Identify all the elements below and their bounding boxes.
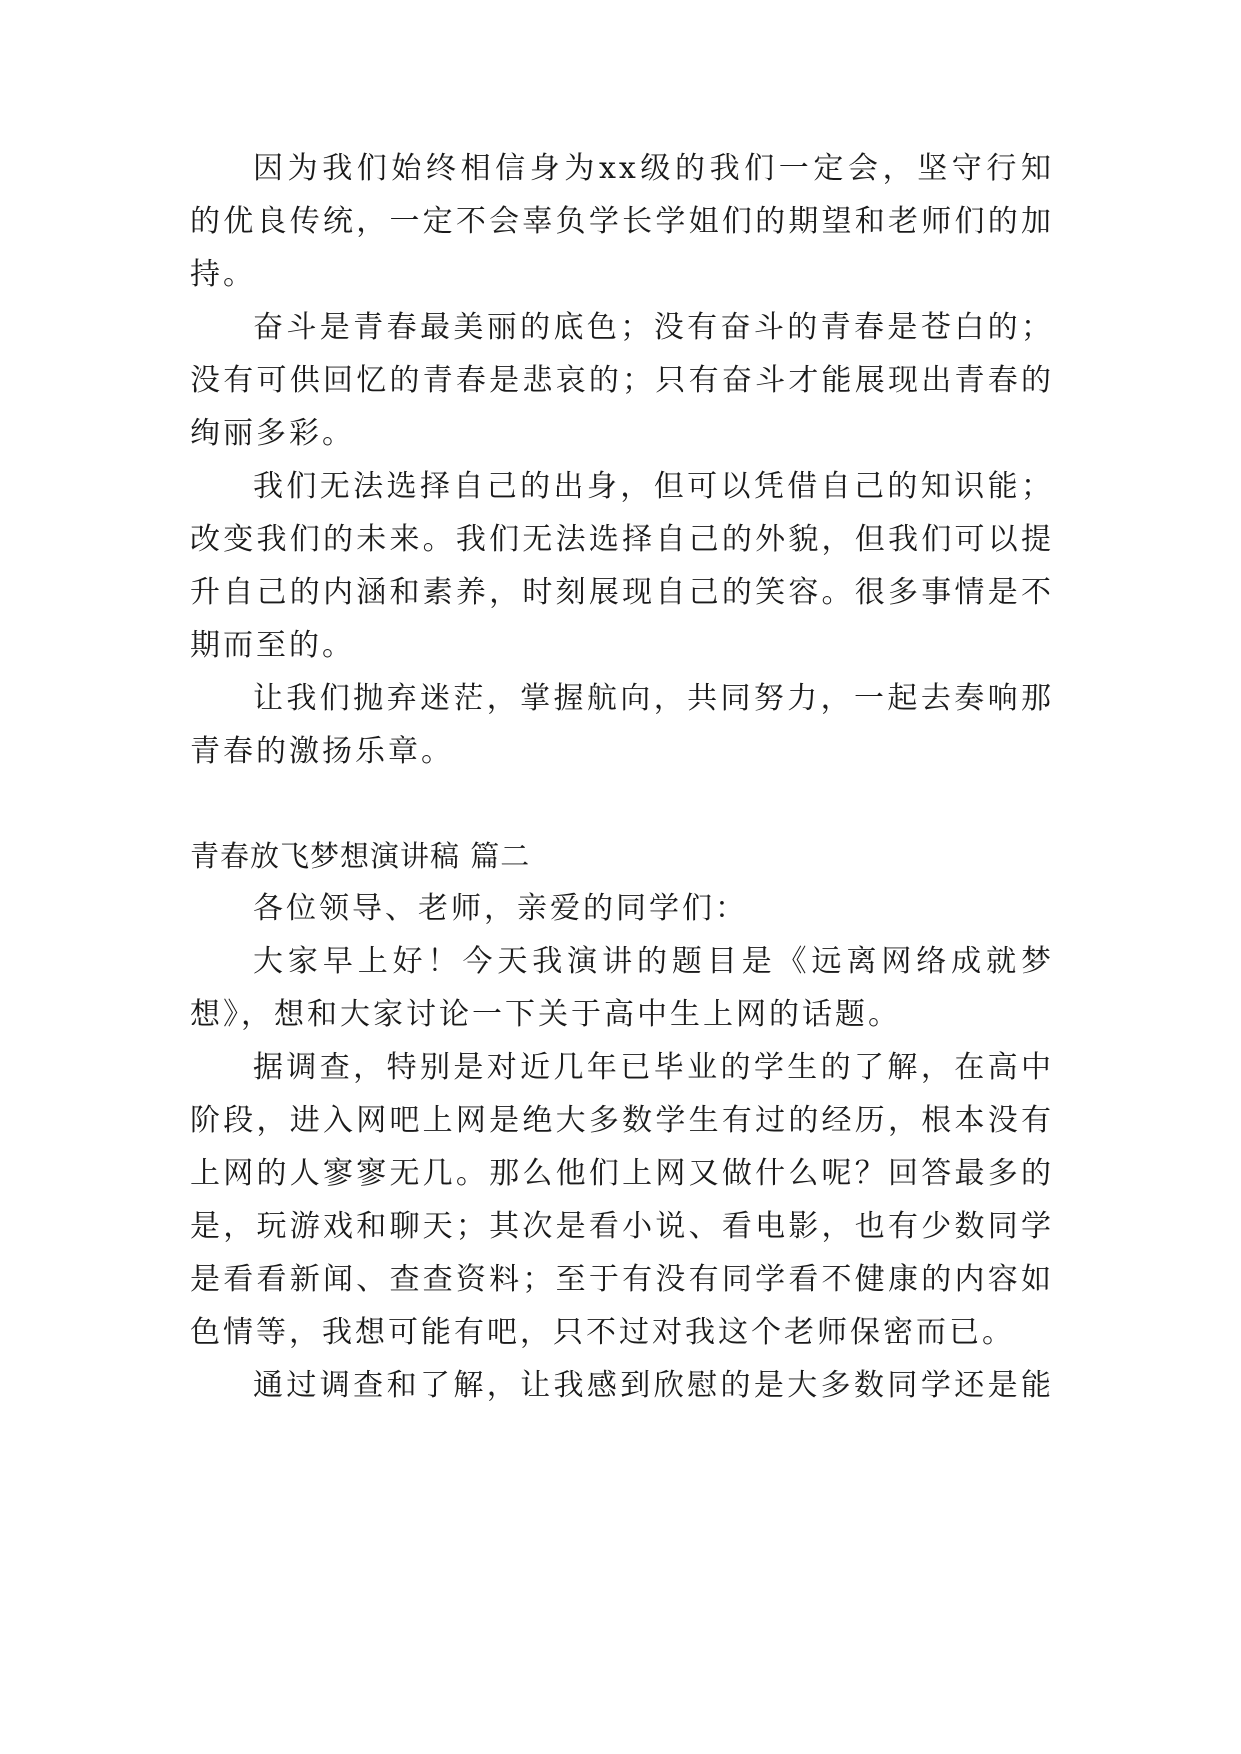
paragraph-line: 是，玩游戏和聊天；其次是看小说、看电影，也有少数同学 bbox=[190, 1209, 1054, 1244]
paragraph-line: 色情等，我想可能有吧，只不过对我这个老师保密而已。 bbox=[190, 1315, 1015, 1350]
paragraph-line: 改变我们的未来。我们无法选择自己的外貌，但我们可以提 bbox=[190, 522, 1054, 557]
paragraph-line: 通过调查和了解，让我感到欣慰的是大多数同学还是能 bbox=[253, 1368, 1054, 1403]
paragraph-line: 青春的激扬乐章。 bbox=[190, 734, 454, 769]
paragraph-line: 是看看新闻、查查资料；至于有没有同学看不健康的内容如 bbox=[190, 1262, 1054, 1297]
paragraph-line: 奋斗是青春最美丽的底色；没有奋斗的青春是苍白的； bbox=[253, 310, 1054, 345]
paragraph-line: 各位领导、老师，亲爱的同学们： bbox=[253, 891, 748, 926]
paragraph-line: 据调查，特别是对近几年已毕业的学生的了解，在高中 bbox=[253, 1050, 1054, 1085]
paragraph-line: 升自己的内涵和素养，时刻展现自己的笑容。很多事情是不 bbox=[190, 575, 1054, 610]
paragraph-line: 期而至的。 bbox=[190, 628, 355, 663]
paragraph-line: 阶段，进入网吧上网是绝大多数学生有过的经历，根本没有 bbox=[190, 1103, 1054, 1138]
paragraph-line: 没有可供回忆的青春是悲哀的；只有奋斗才能展现出青春的 bbox=[190, 363, 1054, 398]
paragraph-line: 大家早上好！今天我演讲的题目是《远离网络成就梦 bbox=[253, 944, 1054, 979]
paragraph-line: 我们无法选择自己的出身，但可以凭借自己的知识能； bbox=[253, 469, 1054, 504]
paragraph-line: 上网的人寥寥无几。那么他们上网又做什么呢？回答最多的 bbox=[190, 1156, 1054, 1191]
paragraph-line: 的优良传统，一定不会辜负学长学姐们的期望和老师们的加 bbox=[190, 204, 1054, 239]
paragraph-line: 想》，想和大家讨论一下关于高中生上网的话题。 bbox=[190, 997, 901, 1032]
section-heading: 青春放飞梦想演讲稿 篇二 bbox=[190, 839, 531, 873]
paragraph-line: 让我们抛弃迷茫，掌握航向，共同努力，一起去奏响那 bbox=[253, 681, 1054, 716]
paragraph-line: 持。 bbox=[190, 257, 256, 292]
paragraph-line: 绚丽多彩。 bbox=[190, 416, 355, 451]
paragraph-line: 因为我们始终相信身为xx级的我们一定会，坚守行知 bbox=[253, 151, 1054, 186]
